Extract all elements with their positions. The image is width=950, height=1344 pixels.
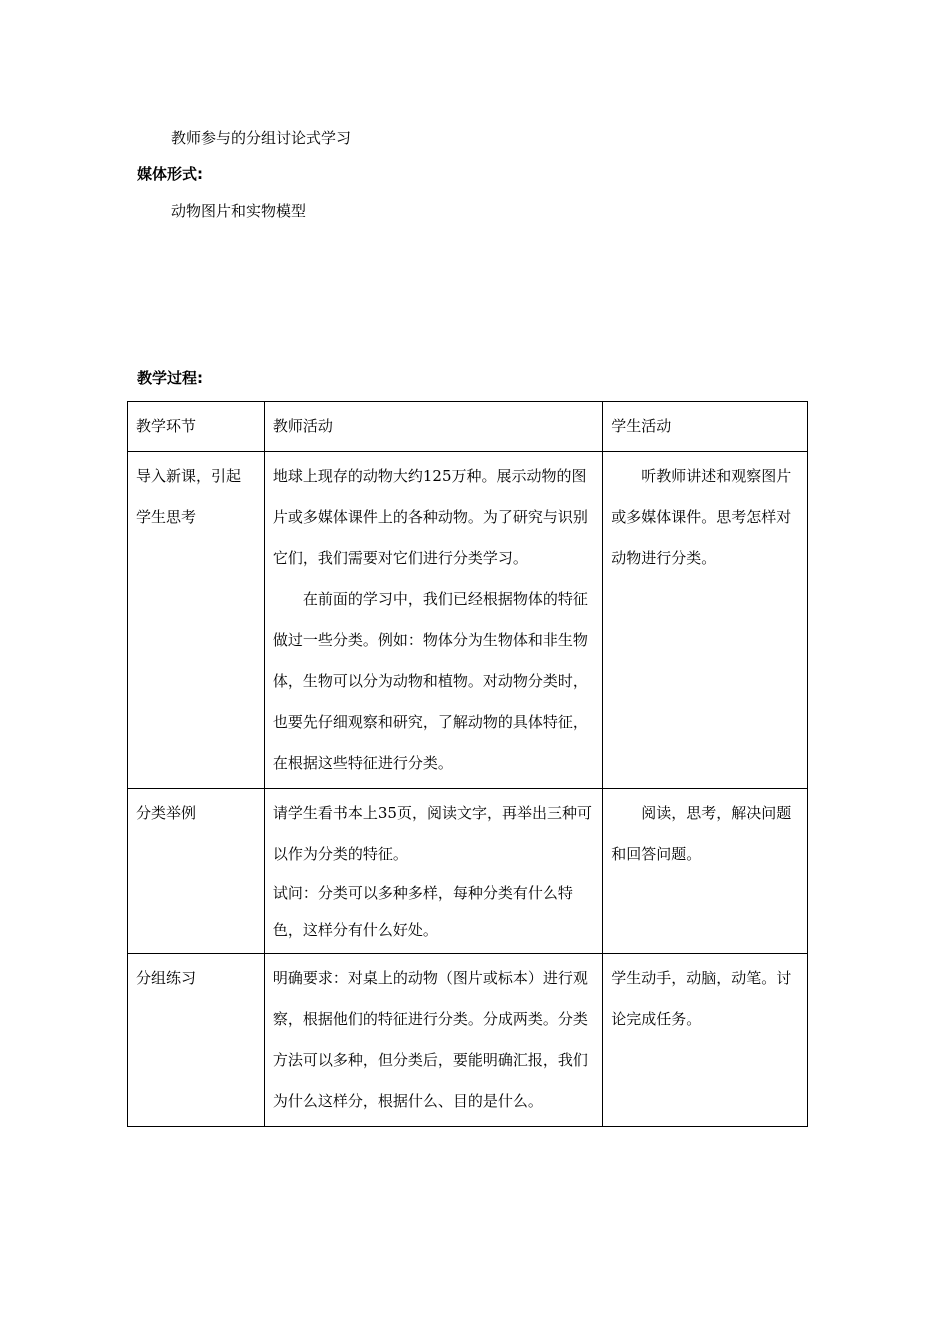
column-header-student: 学生活动 bbox=[603, 402, 808, 452]
teaching-method-text: 教师参与的分组讨论式学习 bbox=[171, 129, 352, 147]
teacher-paragraph: 在前面的学习中，我们已经根据物体的特征做过一些分类。例如：物体分为生物体和非生物体，生物可以分为动物和植物。对动物分类时，也要先仔细观察和研究，了解动物的具体特征，在根据这些特征进行分类。 bbox=[272, 590, 588, 772]
teaching-process-heading: 教学过程: bbox=[137, 369, 203, 387]
teacher-activity-cell bbox=[264, 789, 602, 954]
column-header-teacher: 教师活动 bbox=[264, 402, 602, 452]
table-row bbox=[128, 954, 808, 1127]
stage-cell: 导入新课，引起学生思考 bbox=[128, 452, 265, 789]
teacher-activity-cell bbox=[264, 452, 602, 789]
stage-cell: 分组练习 bbox=[128, 954, 265, 1127]
teacher-activity-cell bbox=[264, 954, 602, 1127]
table-header-row bbox=[128, 402, 808, 452]
teacher-paragraph: 明确要求：对桌上的动物（图片或标本）进行观察，根据他们的特征进行分类。分成两类。分类方法可以多种，但分类后，要能明确汇报，我们为什么这样分，根据什么、目的是什么。 bbox=[272, 969, 588, 1110]
teacher-paragraph: 地球上现存的动物大约125万种。展示动物的图片或多媒体课件上的各种动物。为了研究与识别它们，我们需要对它们进行分类学习。 bbox=[272, 467, 588, 567]
student-activity-cell: 听教师讲述和观察图片或多媒体课件。思考怎样对动物进行分类。 bbox=[603, 452, 808, 789]
table-row bbox=[128, 789, 808, 954]
stage-cell: 分类举例 bbox=[128, 789, 265, 954]
table-row bbox=[128, 452, 808, 789]
teacher-paragraph: 请学生看书本上35页，阅读文字，再举出三种可以作为分类的特征。 bbox=[272, 804, 592, 863]
column-header-stage: 教学环节 bbox=[128, 402, 265, 452]
teacher-paragraph: 试问：分类可以多种多样，每种分类有什么特色，这样分有什么好处。 bbox=[272, 884, 573, 939]
student-activity-cell: 阅读，思考，解决问题和回答问题。 bbox=[603, 789, 808, 954]
teaching-process-table bbox=[127, 401, 808, 1127]
media-form-heading: 媒体形式: bbox=[137, 165, 203, 183]
student-activity-cell: 学生动手，动脑，动笔。讨论完成任务。 bbox=[603, 954, 808, 1127]
media-form-text: 动物图片和实物模型 bbox=[171, 202, 307, 220]
